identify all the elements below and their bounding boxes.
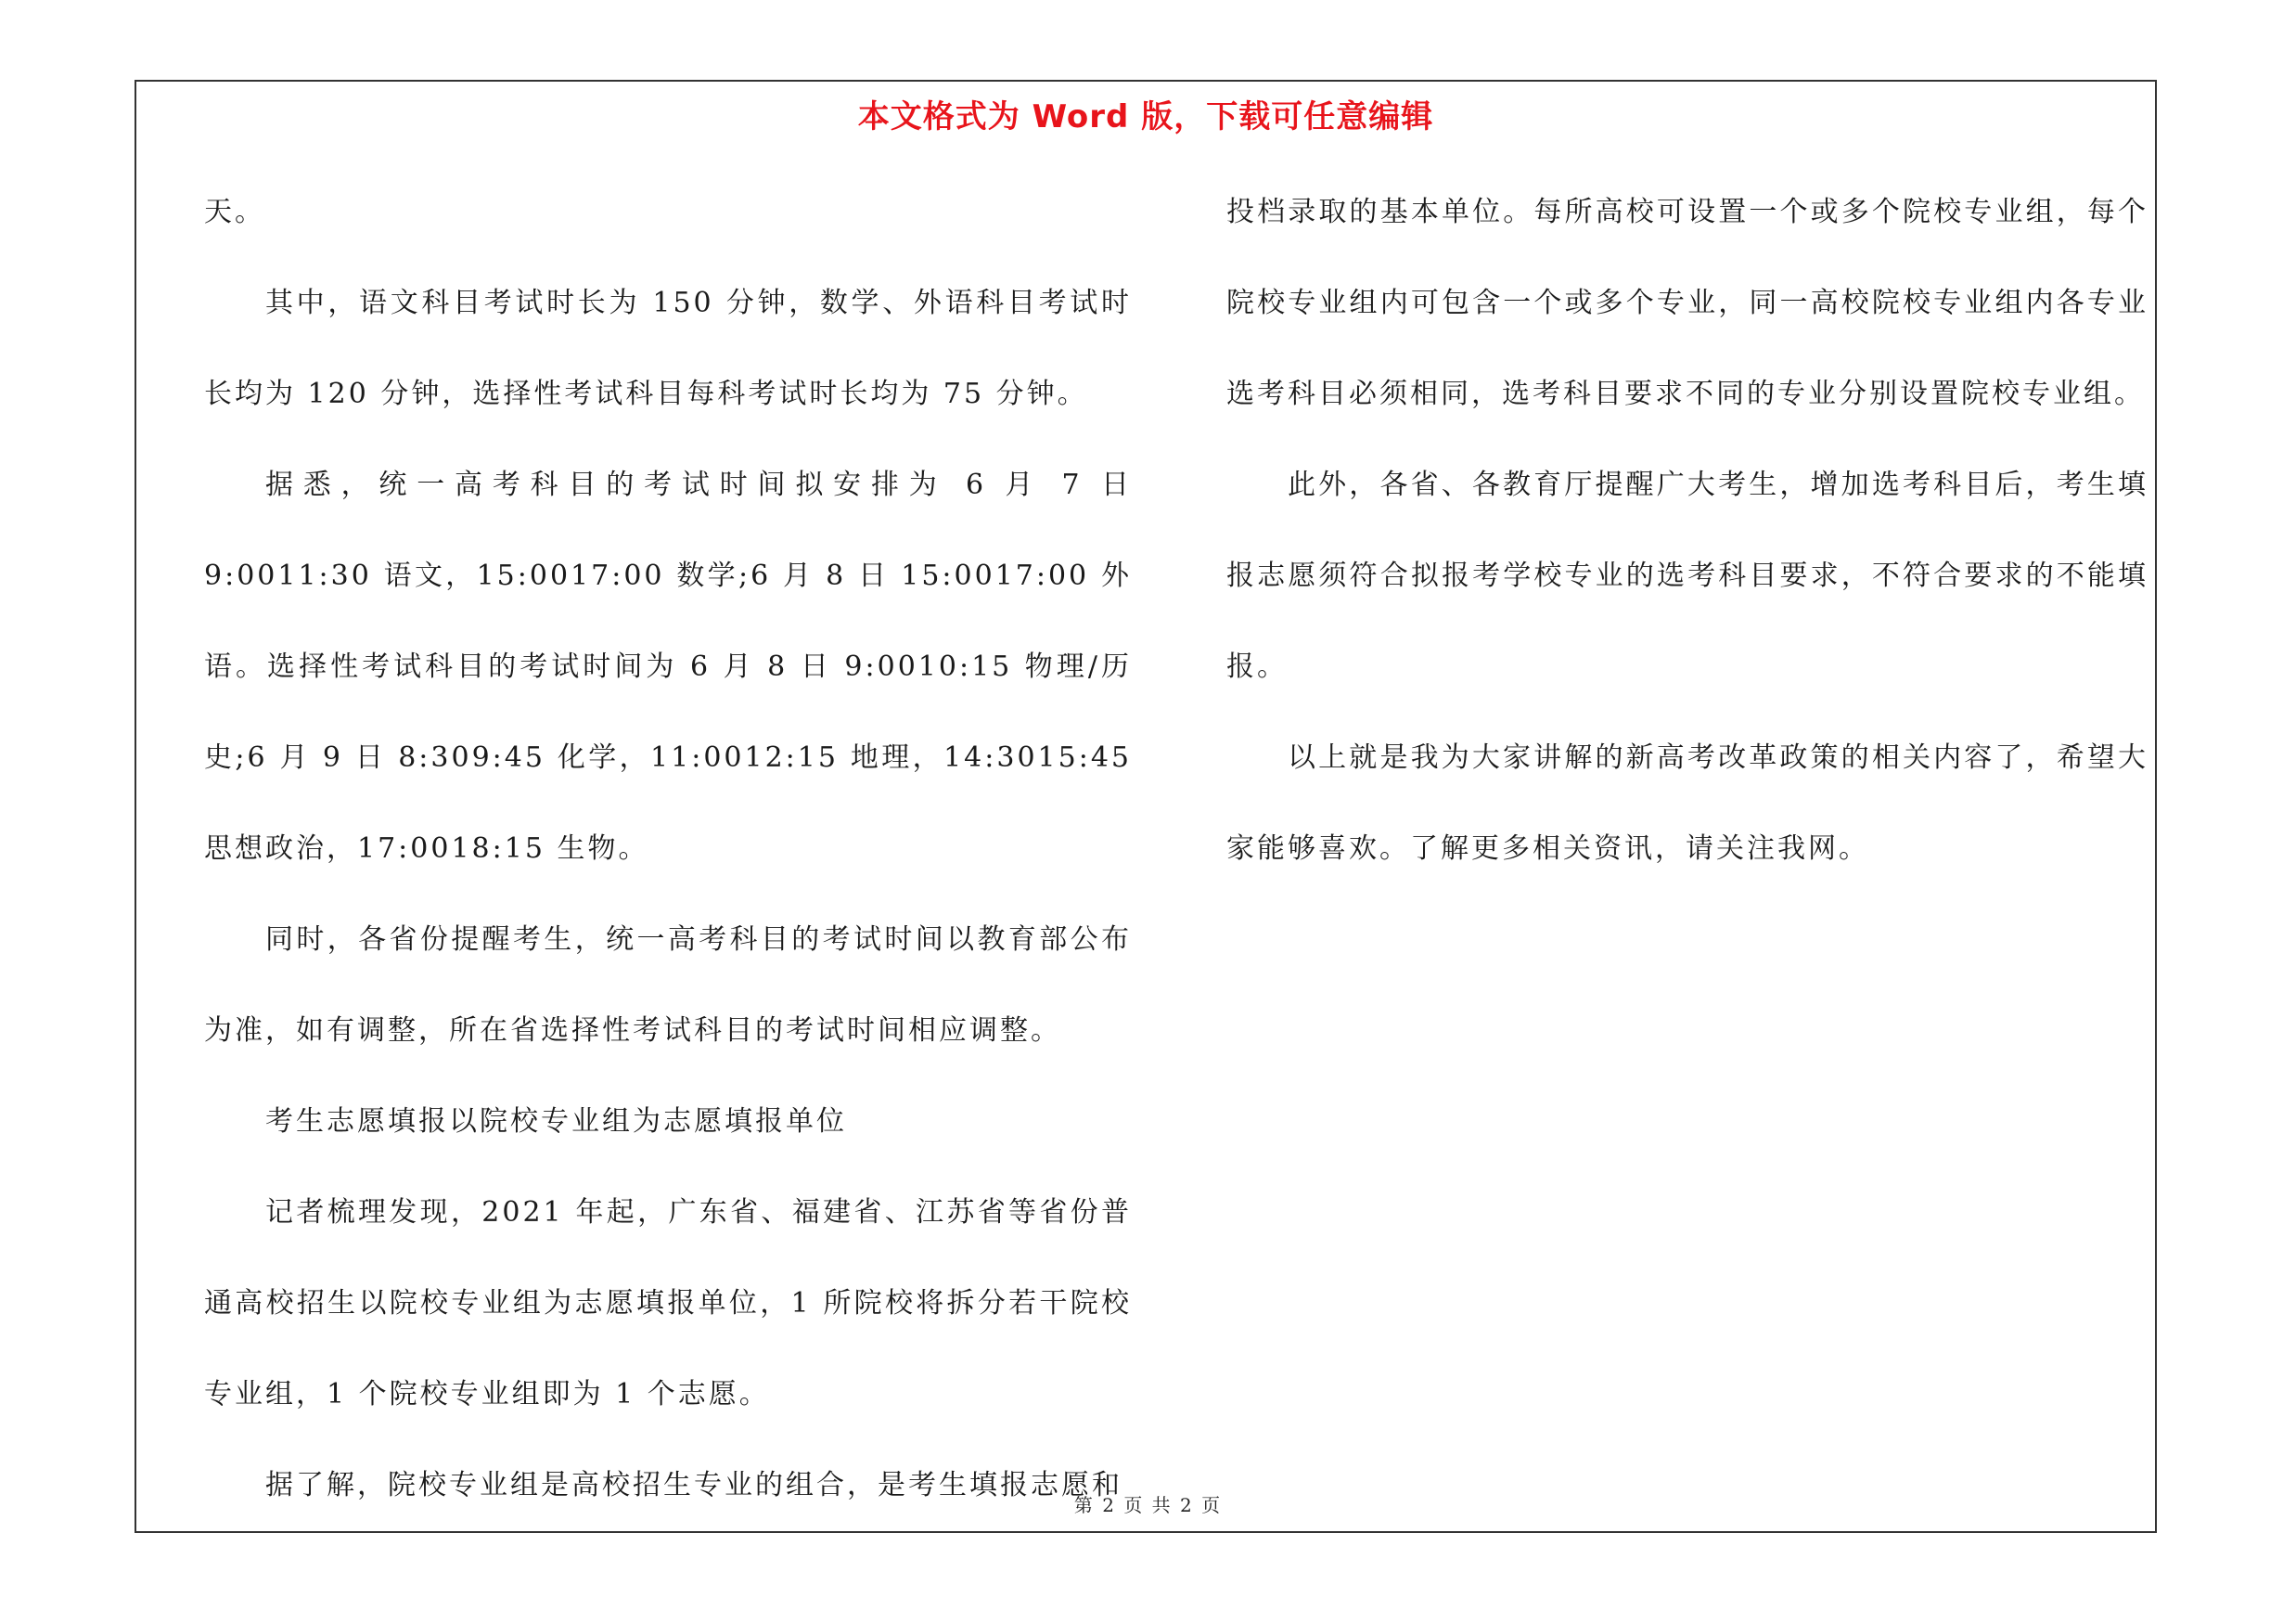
page-number: 第 2 页 共 2 页 — [1073, 1494, 1223, 1516]
paragraph: 同时，各省份提醒考生，统一高考科目的考试时间以教育部公布为准，如有调整，所在省选择性考试科目的考试时间相应调整。 — [204, 923, 1132, 1047]
paragraph: 此外，各省、各教育厅提醒广大考生，增加选考科目后，考生填报志愿须符合拟报考学校专业的选考科目要求，不符合要求的不能填报。 — [1226, 469, 2148, 683]
paragraph: 据了解，院校专业组是高校招生专业的组合，是考生填报志愿和 — [265, 1469, 1122, 1501]
section-heading: 考生志愿填报以院校专业组为志愿填报单位 — [265, 1105, 847, 1138]
paragraph: 记者梳理发现，2021 年起，广东省、福建省、江苏省等省份普通高校招生以院校专业组为志愿填报单位，1 所院校将拆分若干院校专业组，1 个院校专业组即为 1 个志愿。 — [204, 1196, 1132, 1410]
paragraph: 投档录取的基本单位。每所高校可设置一个或多个院校专业组，每个院校专业组内可包含一个或多个专业，同一高校院校专业组内各专业选考科目必须相同，选考科目要求不同的专业分别设置院校专业组。 — [1226, 196, 2148, 410]
header-banner: 本文格式为 Word 版，下载可任意编辑 — [857, 98, 1434, 135]
left-column — [204, 167, 1132, 1531]
paragraph: 天。 — [204, 196, 265, 228]
paragraph: 据悉，统一高考科目的考试时间拟安排为 6 月 7 日 9:0011:30 语文，15:0017:00 数学;6 月 8 日 15:0017:00 外语。选择性考试科目的考试时间为 6 月 8 日 9:0010:15 物理/历史;6 月 9 日 8:309:45 化学，11:0012:15 地理，14:3015:45 思想政治，17:0018:15 生物。 — [204, 469, 1132, 865]
right-column — [1226, 167, 2148, 895]
paragraph: 其中，语文科目考试时长为 150 分钟，数学、外语科目考试时长均为 120 分钟，选择性考试科目每科考试时长均为 75 分钟。 — [204, 287, 1132, 410]
paragraph: 以上就是我为大家讲解的新高考改革政策的相关内容了，希望大家能够喜欢。了解更多相关资讯，请关注我网。 — [1226, 741, 2148, 865]
